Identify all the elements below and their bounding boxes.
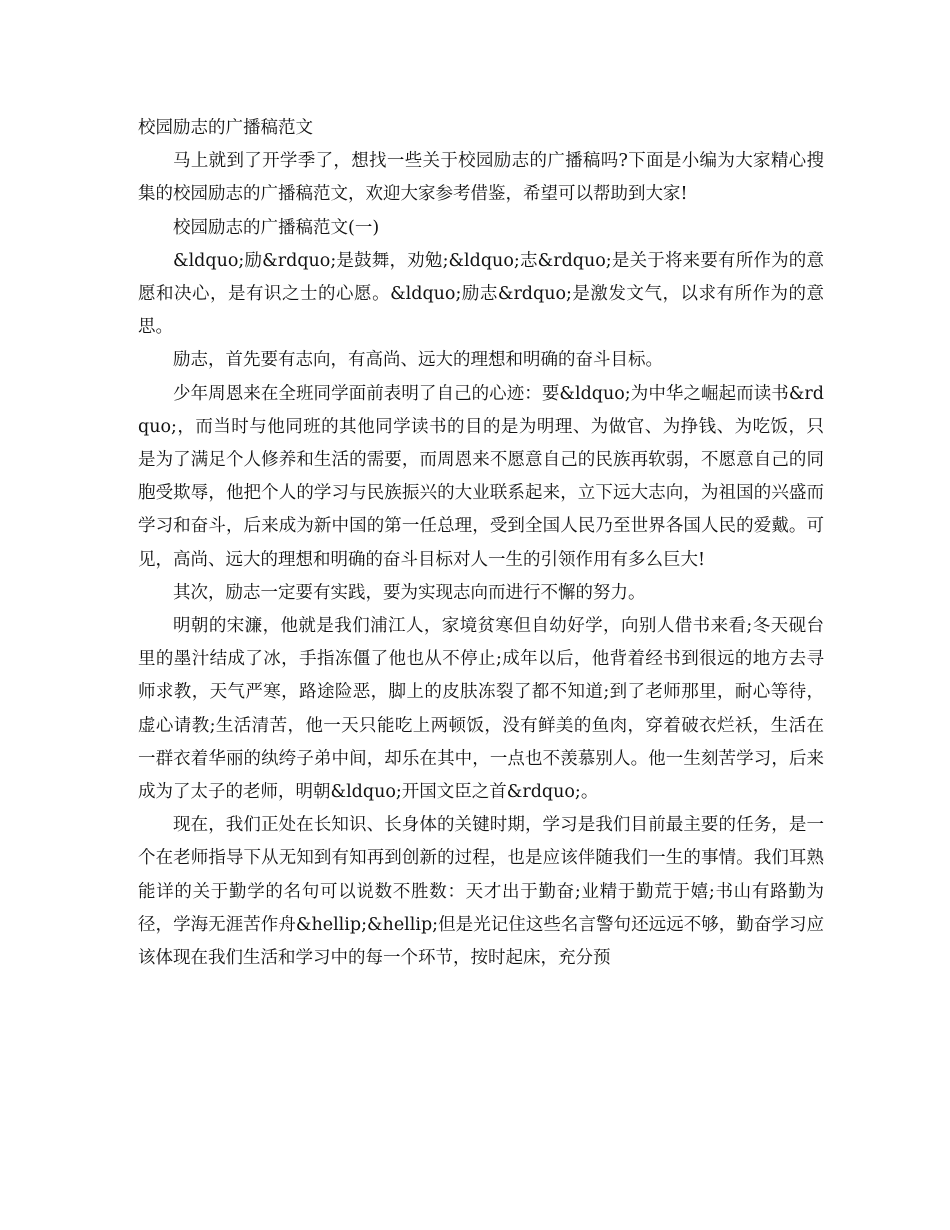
paragraph-point-one: 励志，首先要有志向，有高尚、远大的理想和明确的奋斗目标。	[173, 350, 663, 371]
document-body	[138, 112, 824, 975]
paragraph-intro: 马上就到了开学季了，想找一些关于校园励志的广播稿吗?下面是小编为大家精心搜集的校园励志的广播稿范文，欢迎大家参考借鉴，希望可以帮助到大家!	[138, 151, 824, 205]
document-title: 校园励志的广播稿范文	[138, 118, 313, 138]
paragraph-song-lian: 明朝的宋濂，他就是我们浦江人，家境贫寒但自幼好学，向别人借书来看;冬天砚台里的墨汁结成了冰，手指冻僵了他也从不停止;成年以后，他背着经书到很远的地方去寻师求教，天气严寒，路途险恶，脚上的皮肤冻裂了都不知道;到了老师那里，耐心等待，虚心请教;生活清苦，他一天只能吃上两顿饭，没有鲜美的鱼肉，穿着破衣烂袄，生活在一群衣着华丽的纨绔子弟中间，却乐在其中，一点也不羡慕别人。他一生刻苦学习，后来成为了太子的老师，明朝&ldquo;开国文臣之首&rdquo;。	[138, 616, 824, 803]
paragraph-definition: &ldquo;励&rdquo;是鼓舞，劝勉;&ldquo;志&rdquo;是关于将来要有所作为的意愿和决心，是有识之士的心愿。&ldquo;励志&rdquo;是激发文气，以求有所作为的意思。	[138, 250, 824, 338]
paragraph-present: 现在，我们正处在长知识、长身体的关键时期，学习是我们目前最主要的任务，是一个在老师指导下从无知到有知再到创新的过程，也是应该伴随我们一生的事情。我们耳熟能详的关于勤学的名句可以说数不胜数：天才出于勤奋;业精于勤荒于嬉;书山有路勤为径，学海无涯苦作舟&hellip;&hellip;但是光记住这些名言警句还远远不够，勤奋学习应该体现在我们生活和学习中的每一个环节，按时起床，充分预	[138, 815, 824, 969]
section-heading: 校园励志的广播稿范文(一)	[173, 217, 380, 238]
paragraph-point-two: 其次，励志一定要有实践，要为实现志向而进行不懈的努力。	[173, 582, 646, 603]
paragraph-zhou-enlai: 少年周恩来在全班同学面前表明了自己的心迹：要&ldquo;为中华之崛起而读书&rdquo;，而当时与他同班的其他同学读书的目的是为明理、为做官、为挣钱、为吃饭，只是为了满足个人修养和生活的需要，而周恩来不愿意自己的民族再软弱，不愿意自己的同胞受欺辱，他把个人的学习与民族振兴的大业联系起来，立下远大志向，为祖国的兴盛而学习和奋斗，后来成为新中国的第一任总理，受到全国人民乃至世界各国人民的爱戴。可见，高尚、远大的理想和明确的奋斗目标对人一生的引领作用有多么巨大!	[138, 383, 824, 570]
